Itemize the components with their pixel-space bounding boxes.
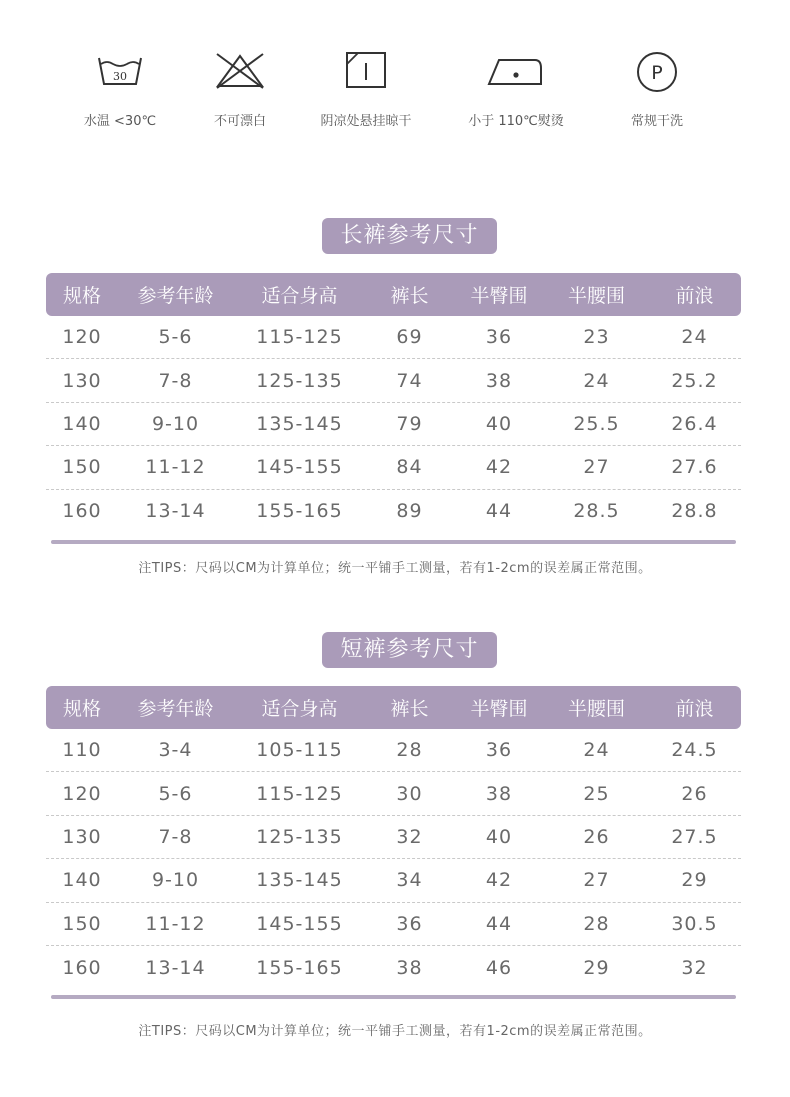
cell-length: 34 bbox=[396, 869, 423, 892]
shorts-table bbox=[46, 686, 741, 989]
cell-height: 125-135 bbox=[256, 369, 343, 392]
table-row bbox=[46, 490, 741, 533]
header-length: 裤长 bbox=[390, 285, 429, 307]
table-bottom-rule bbox=[51, 995, 736, 999]
cell-waist: 27 bbox=[583, 456, 610, 479]
cell-height: 155-165 bbox=[256, 956, 343, 979]
table-row bbox=[46, 816, 741, 859]
cell-age: 5-6 bbox=[158, 782, 193, 805]
header-spec: 规格 bbox=[62, 698, 101, 720]
cell-height: 105-115 bbox=[256, 739, 343, 762]
cell-rise: 24 bbox=[681, 326, 708, 349]
cell-age: 3-4 bbox=[158, 739, 193, 762]
cell-hip: 36 bbox=[485, 326, 513, 349]
cell-hip: 42 bbox=[485, 869, 513, 892]
care-label-bleach: 不可漂白 bbox=[213, 114, 266, 129]
header-length: 裤长 bbox=[390, 698, 429, 720]
table-header bbox=[46, 273, 741, 316]
cell-height: 125-135 bbox=[256, 825, 343, 848]
table-row bbox=[46, 446, 741, 489]
cell-waist: 27 bbox=[583, 869, 610, 892]
cell-spec: 140 bbox=[62, 869, 102, 892]
cell-waist: 26 bbox=[583, 825, 610, 848]
care-label-dry: 阴凉处悬挂晾干 bbox=[320, 114, 412, 129]
cell-age: 7-8 bbox=[158, 825, 193, 848]
cell-waist: 25.5 bbox=[573, 412, 620, 435]
table-row bbox=[46, 946, 741, 989]
cell-hip: 44 bbox=[485, 912, 513, 935]
cell-waist: 28 bbox=[583, 912, 610, 935]
cell-spec: 160 bbox=[62, 500, 102, 523]
long-pants-title: 长裤参考尺寸 bbox=[322, 218, 497, 254]
cell-height: 135-145 bbox=[256, 869, 343, 892]
cell-hip: 42 bbox=[485, 456, 513, 479]
cell-hip: 38 bbox=[485, 782, 513, 805]
cell-rise: 27.6 bbox=[671, 456, 718, 479]
header-rise: 前浪 bbox=[675, 698, 714, 720]
cell-height: 115-125 bbox=[256, 782, 343, 805]
cell-height: 115-125 bbox=[256, 326, 343, 349]
cell-rise: 24.5 bbox=[671, 739, 718, 762]
cell-length: 32 bbox=[396, 825, 423, 848]
header-hip: 半臀围 bbox=[470, 698, 528, 720]
cell-height: 135-145 bbox=[256, 412, 343, 435]
table-header bbox=[46, 686, 741, 729]
cell-length: 84 bbox=[396, 456, 423, 479]
long-pants-tips: 注TIPS：尺码以CM为计算单位；统一平铺手工测量，若有1-2cm的误差属正常范围。 bbox=[138, 561, 652, 576]
header-spec: 规格 bbox=[62, 285, 101, 307]
header-height: 适合身高 bbox=[261, 698, 338, 720]
cell-spec: 110 bbox=[62, 739, 102, 762]
cell-waist: 29 bbox=[583, 956, 610, 979]
cell-spec: 130 bbox=[62, 825, 102, 848]
long-pants-table bbox=[46, 273, 741, 533]
header-rise: 前浪 bbox=[675, 285, 714, 307]
no-bleach-icon bbox=[212, 50, 268, 90]
table-row bbox=[46, 903, 741, 946]
cell-hip: 36 bbox=[485, 739, 513, 762]
table-row bbox=[46, 316, 741, 359]
cell-spec: 120 bbox=[62, 782, 102, 805]
dry-clean-letter: P bbox=[651, 62, 663, 84]
shorts-title: 短裤参考尺寸 bbox=[322, 632, 497, 668]
wash-temp-label: 30 bbox=[113, 70, 127, 83]
cell-spec: 120 bbox=[62, 326, 102, 349]
header-hip: 半臀围 bbox=[470, 285, 528, 307]
table-row bbox=[46, 772, 741, 815]
care-item-iron bbox=[441, 50, 591, 129]
header-age: 参考年龄 bbox=[137, 698, 214, 720]
cell-age: 11-12 bbox=[145, 456, 206, 479]
care-label-dryclean: 常规干洗 bbox=[630, 114, 683, 129]
cell-rise: 30.5 bbox=[671, 912, 718, 935]
cell-length: 36 bbox=[396, 912, 423, 935]
care-item-dryclean bbox=[582, 50, 732, 129]
cell-spec: 150 bbox=[62, 912, 102, 935]
cell-hip: 44 bbox=[485, 500, 513, 523]
cell-waist: 23 bbox=[583, 326, 610, 349]
header-waist: 半腰围 bbox=[567, 698, 625, 720]
cell-spec: 160 bbox=[62, 956, 102, 979]
wash-30-icon bbox=[95, 50, 145, 90]
cell-length: 28 bbox=[396, 739, 423, 762]
cell-rise: 26 bbox=[681, 782, 708, 805]
table-row bbox=[46, 359, 741, 402]
cell-length: 69 bbox=[396, 326, 423, 349]
cell-hip: 40 bbox=[485, 825, 513, 848]
cell-waist: 25 bbox=[583, 782, 610, 805]
cell-rise: 26.4 bbox=[671, 412, 718, 435]
cell-age: 5-6 bbox=[158, 326, 193, 349]
table-bottom-rule bbox=[51, 540, 736, 544]
cell-age: 9-10 bbox=[151, 412, 200, 435]
cell-length: 74 bbox=[396, 369, 423, 392]
cell-hip: 38 bbox=[485, 369, 513, 392]
cell-rise: 28.8 bbox=[671, 500, 718, 523]
care-label-wash: 水温 <30℃ bbox=[83, 114, 157, 129]
table-row bbox=[46, 859, 741, 902]
care-label-iron: 小于 110℃熨烫 bbox=[468, 114, 564, 129]
cell-height: 155-165 bbox=[256, 500, 343, 523]
cell-spec: 150 bbox=[62, 456, 102, 479]
cell-length: 30 bbox=[396, 782, 423, 805]
table-row bbox=[46, 403, 741, 446]
cell-age: 9-10 bbox=[151, 869, 200, 892]
care-instructions bbox=[0, 50, 790, 140]
header-waist: 半腰围 bbox=[567, 285, 625, 307]
cell-length: 79 bbox=[396, 412, 423, 435]
header-age: 参考年龄 bbox=[137, 285, 214, 307]
header-height: 适合身高 bbox=[261, 285, 338, 307]
iron-low-icon bbox=[485, 50, 547, 90]
cell-age: 7-8 bbox=[158, 369, 193, 392]
care-item-dry bbox=[291, 50, 441, 129]
cell-waist: 28.5 bbox=[573, 500, 620, 523]
cell-spec: 130 bbox=[62, 369, 102, 392]
cell-rise: 27.5 bbox=[671, 825, 718, 848]
cell-height: 145-155 bbox=[256, 456, 343, 479]
cell-length: 89 bbox=[396, 500, 423, 523]
cell-hip: 46 bbox=[485, 956, 513, 979]
dry-clean-p-icon bbox=[633, 50, 681, 94]
cell-height: 145-155 bbox=[256, 912, 343, 935]
cell-hip: 40 bbox=[485, 412, 513, 435]
cell-age: 13-14 bbox=[145, 500, 206, 523]
cell-age: 11-12 bbox=[145, 912, 206, 935]
table-row bbox=[46, 729, 741, 772]
cell-spec: 140 bbox=[62, 412, 102, 435]
cell-waist: 24 bbox=[583, 369, 610, 392]
cell-waist: 24 bbox=[583, 739, 610, 762]
cell-rise: 29 bbox=[681, 869, 708, 892]
cell-length: 38 bbox=[396, 956, 423, 979]
line-dry-shade-icon bbox=[344, 50, 388, 90]
cell-rise: 25.2 bbox=[671, 369, 718, 392]
cell-rise: 32 bbox=[681, 956, 708, 979]
shorts-tips: 注TIPS：尺码以CM为计算单位；统一平铺手工测量，若有1-2cm的误差属正常范围。 bbox=[138, 1024, 652, 1039]
cell-age: 13-14 bbox=[145, 956, 206, 979]
